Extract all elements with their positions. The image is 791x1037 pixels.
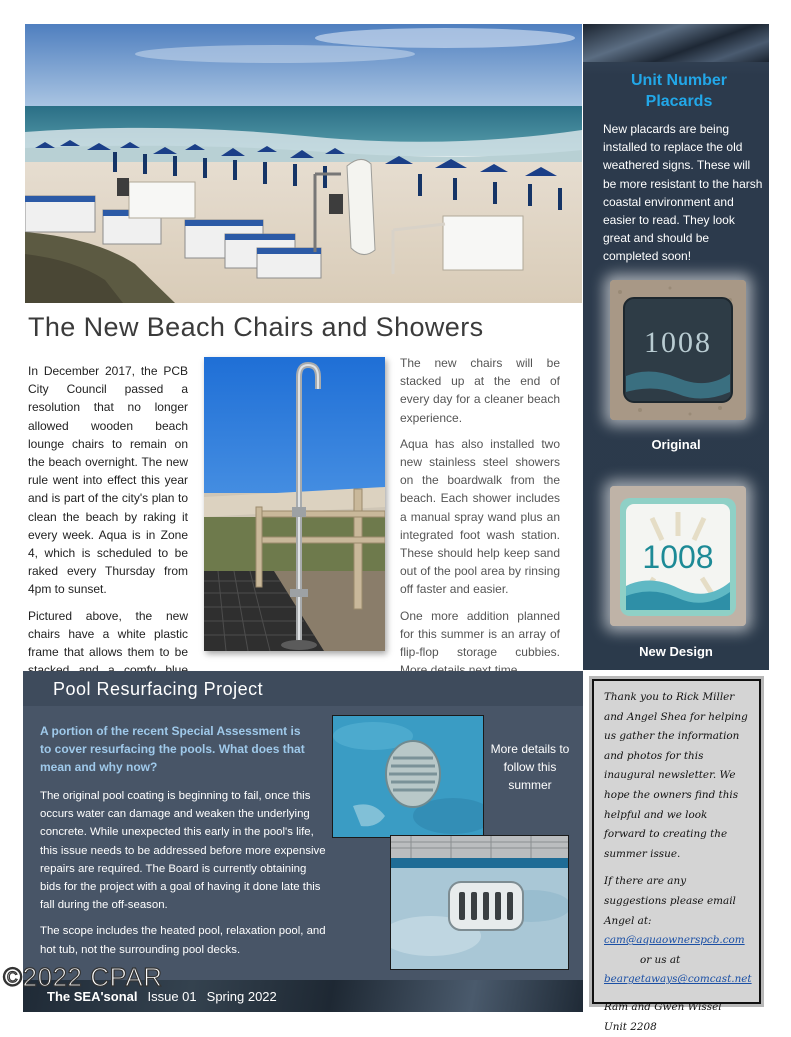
pool-drain-photo-2	[390, 835, 569, 970]
article-column-left	[28, 362, 188, 706]
thank-you-box-frame	[589, 676, 764, 1007]
article-headline: The New Beach Chairs and Showers	[28, 312, 484, 343]
article-paragraph: Aqua has also installed two new stainless steel showers on the boardwalk from the beach. Each shower includes a manual spray wand plus an integrated foot wash station. These should help keep sand out of the pool area by rinsing off faster and easier.	[400, 435, 560, 599]
sidebar-body: New placards are being installed to replace the old weathered signs. These will be more resistant to the harsh coastal environment and easier to read. They look great and should be completed soon!	[603, 120, 763, 266]
hero-beach-photo	[25, 24, 582, 303]
email-link-owners[interactable]: beargetaways@comcast.net	[604, 970, 751, 990]
newsletter-name: The SEA'sonal	[47, 989, 138, 1004]
shower-photo	[204, 357, 385, 651]
pool-section-header	[23, 671, 583, 706]
pool-paragraph: The scope includes the heated pool, relaxation pool, and hot tub, not the surrounding pool decks.	[40, 922, 330, 958]
pool-section-body	[23, 706, 583, 980]
sidebar-title-line2: Placards	[589, 91, 769, 112]
placard-new-number: 1008	[642, 539, 713, 575]
signature-name: Ram and Gwen Wissel	[604, 998, 751, 1018]
issue-number: Issue 01	[148, 989, 197, 1004]
article-paragraph: Pictured above, the new chairs have a white plastic frame that allows them to be	[28, 607, 188, 698]
sidebar-title	[583, 70, 769, 112]
sidebar-title-line1: Unit Number	[589, 70, 769, 91]
sidebar-ribbon	[583, 24, 769, 62]
thanks-paragraph: Thank you to Rick Miller and Angel Shea for helping us gather the information and photos for this inaugural newsletter. We hope the owners find this helpful and we look forward to creating the summer issue.	[604, 688, 751, 864]
signature	[604, 998, 751, 1037]
copyright-watermark: ©2022 CPAR	[3, 962, 163, 993]
placard-original-caption: Original	[583, 437, 769, 452]
article-paragraph: In December 2017, the PCB City Council passed a resolution that no longer allowed wooden beach lounge chairs to remain on the beach overnight. The new rule went into effect this year and is part of the city's plan to clean the beach by raking it every week. Aqua is in Zone 4, which is scheduled to be raked every Thursday from 4pm to sunset.	[28, 362, 188, 599]
email-link-angel[interactable]: cam@aquaownerspcb.com	[604, 931, 751, 951]
pool-drain-photo-1	[332, 715, 484, 838]
pool-section-title: Pool Resurfacing Project	[53, 679, 263, 700]
article-paragraph: The new chairs will be stacked up at the end of every day for a cleaner beach experience.	[400, 354, 560, 427]
thank-you-box	[592, 679, 761, 1004]
sidebar-unit-placards	[583, 24, 769, 670]
suggestions-paragraph	[604, 872, 751, 990]
issue-season: Spring 2022	[207, 989, 277, 1004]
pool-paragraph: The original pool coating is beginning to fail, once this occurs water can damage and weaken the underlying concrete. While unexpected this early in the pool's life, this issue needs to be addressed before more expensive repairs are required. The Board is currently obtaining bids for the project with a goal of having it done late this fall during the off-season.	[40, 787, 330, 914]
pool-more-details: More details to follow this summer	[489, 740, 571, 795]
or-us-at-text: or us at	[604, 951, 751, 971]
placard-original-number: 1008	[644, 326, 712, 359]
pool-lead-question: A portion of the recent Special Assessment is to cover resurfacing the pools. What does that mean and why now?	[40, 722, 315, 777]
suggestions-text: If there are any suggestions please email Angel at:	[604, 875, 736, 926]
signature-unit: Unit 2208	[604, 1018, 751, 1037]
placard-new-photo	[610, 486, 746, 626]
placard-original-photo	[610, 280, 746, 420]
article-column-right	[400, 354, 560, 687]
article-paragraph: One more addition planned for this summer is an array of flip-flop storage cubbies.	[400, 607, 560, 680]
pool-text	[40, 787, 330, 967]
placard-new-caption: New Design	[583, 644, 769, 659]
